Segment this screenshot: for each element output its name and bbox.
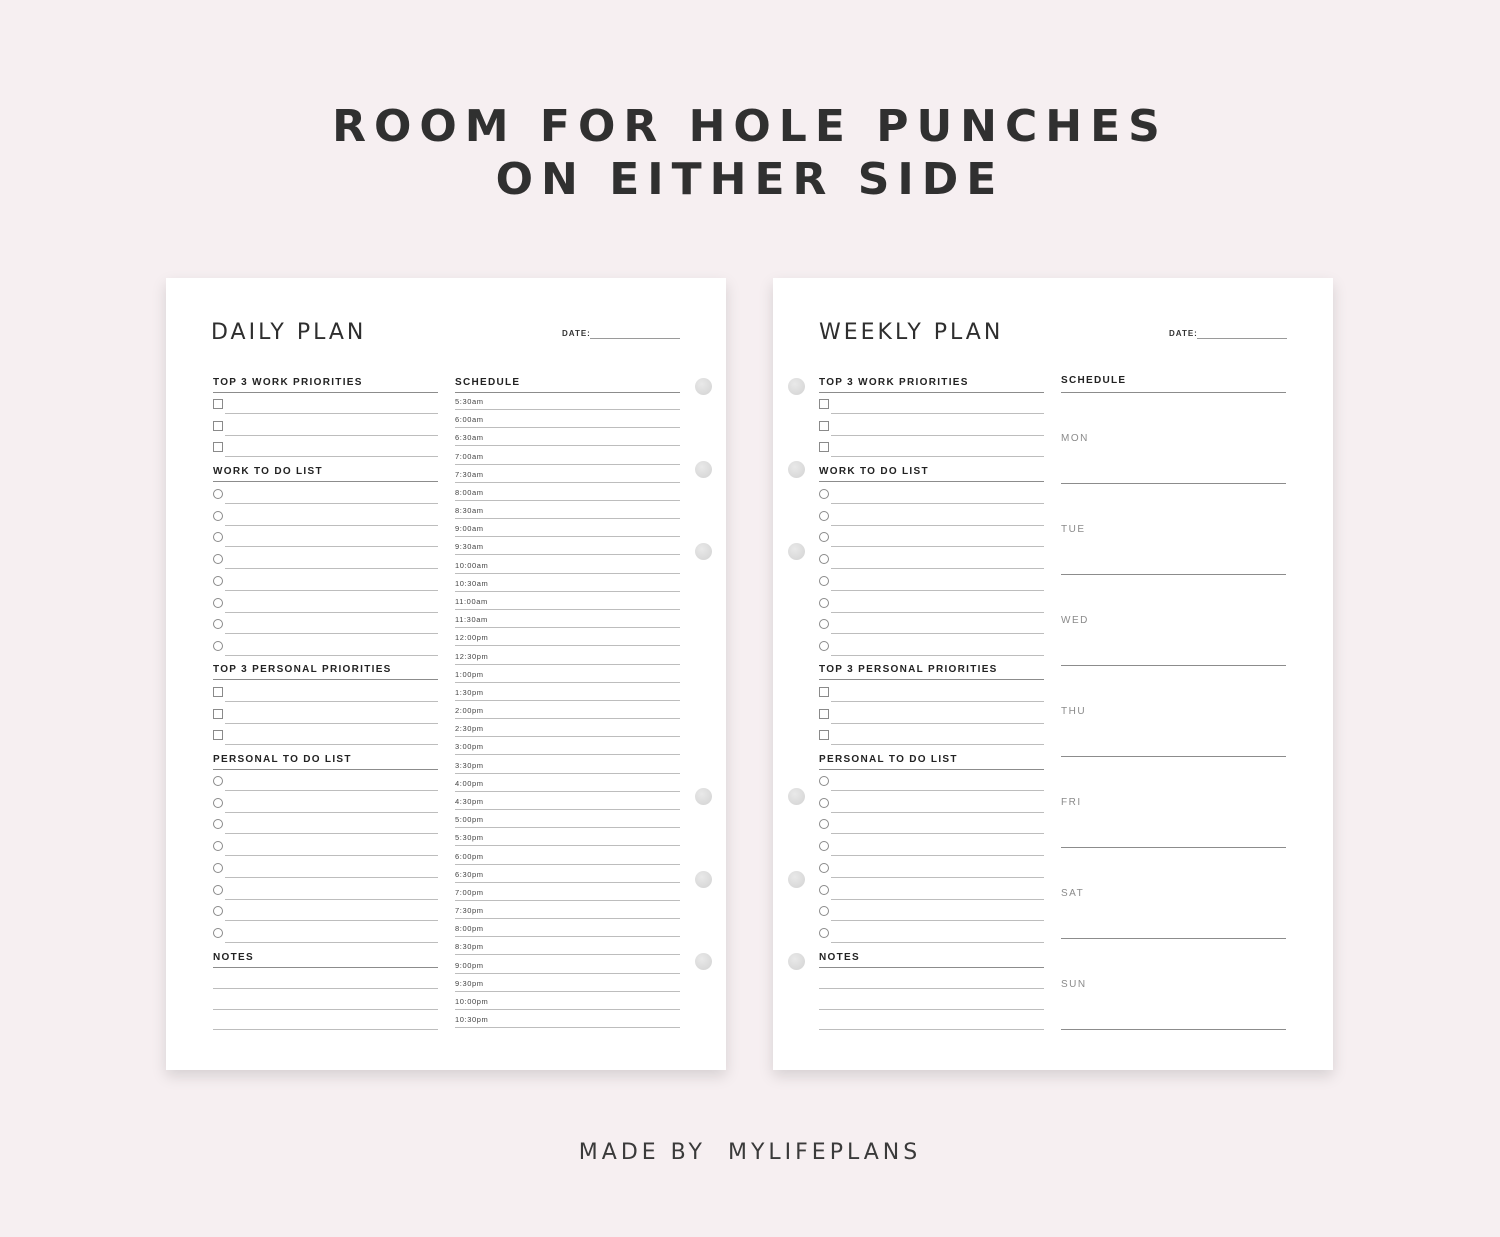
punch-hole bbox=[695, 871, 712, 888]
schedule-line[interactable] bbox=[455, 409, 680, 410]
list-line[interactable] bbox=[831, 920, 1044, 921]
schedule-time-label: 6:00am bbox=[455, 415, 484, 425]
todo-circle[interactable] bbox=[819, 776, 829, 786]
todo-circle[interactable] bbox=[819, 885, 829, 895]
weekday-label-sun: SUN bbox=[1061, 979, 1087, 990]
list-line[interactable] bbox=[831, 855, 1044, 856]
list-line[interactable] bbox=[225, 413, 438, 414]
schedule-time-label: 1:30pm bbox=[455, 687, 484, 697]
schedule-time-label: 8:00am bbox=[455, 487, 484, 497]
list-line[interactable] bbox=[225, 655, 438, 656]
schedule-line[interactable] bbox=[455, 591, 680, 592]
schedule-time-label: 7:00pm bbox=[455, 887, 484, 897]
list-line[interactable] bbox=[225, 568, 438, 569]
daily-schedule-heading: SCHEDULE bbox=[455, 377, 521, 388]
list-line[interactable] bbox=[831, 456, 1044, 457]
list-line[interactable] bbox=[225, 877, 438, 878]
schedule-time-label: 2:00pm bbox=[455, 706, 484, 716]
weekday-line[interactable] bbox=[1061, 847, 1286, 848]
list-line[interactable] bbox=[831, 525, 1044, 526]
schedule-time-label: 9:30am bbox=[455, 542, 484, 552]
list-line[interactable] bbox=[831, 612, 1044, 613]
todo-circle[interactable] bbox=[819, 863, 829, 873]
list-line[interactable] bbox=[831, 546, 1044, 547]
weekly-plan-title: WEEKLY PLAN bbox=[819, 320, 1004, 345]
section-heading-rule bbox=[213, 679, 438, 680]
priority-checkbox[interactable] bbox=[213, 687, 223, 697]
todo-circle[interactable] bbox=[213, 798, 223, 808]
list-line[interactable] bbox=[831, 590, 1044, 591]
list-line[interactable] bbox=[225, 612, 438, 613]
list-line[interactable] bbox=[225, 744, 438, 745]
schedule-line[interactable] bbox=[455, 700, 680, 701]
priority-checkbox[interactable] bbox=[213, 709, 223, 719]
schedule-time-label: 5:30pm bbox=[455, 833, 484, 843]
list-line[interactable] bbox=[225, 525, 438, 526]
punch-hole bbox=[788, 543, 805, 560]
weekday-label-tue: TUE bbox=[1061, 524, 1086, 535]
list-line[interactable] bbox=[831, 942, 1044, 943]
daily-top3-personal-heading: TOP 3 PERSONAL PRIORITIES bbox=[213, 664, 392, 675]
notes-line[interactable] bbox=[819, 988, 1044, 989]
list-line[interactable] bbox=[831, 503, 1044, 504]
schedule-time-label: 5:30am bbox=[455, 397, 484, 406]
schedule-line[interactable] bbox=[455, 936, 680, 937]
schedule-time-label: 5:00pm bbox=[455, 815, 484, 825]
list-line[interactable] bbox=[225, 899, 438, 900]
list-line[interactable] bbox=[225, 942, 438, 943]
schedule-time-label: 4:30pm bbox=[455, 796, 484, 806]
priority-checkbox[interactable] bbox=[213, 421, 223, 431]
todo-circle[interactable] bbox=[213, 928, 223, 938]
schedule-time-label: 12:00pm bbox=[455, 633, 489, 643]
punch-hole bbox=[788, 953, 805, 970]
schedule-time-label: 11:00am bbox=[455, 596, 488, 606]
schedule-time-label: 1:00pm bbox=[455, 669, 484, 679]
schedule-line[interactable] bbox=[455, 954, 680, 955]
headline-line-1: ROOM FOR HOLE PUNCHES bbox=[332, 101, 1168, 152]
weekday-label-fri: FRI bbox=[1061, 797, 1082, 808]
schedule-time-label: 3:00pm bbox=[455, 742, 484, 752]
schedule-line[interactable] bbox=[455, 991, 680, 992]
schedule-time-label: 9:30pm bbox=[455, 978, 484, 988]
schedule-line[interactable] bbox=[455, 882, 680, 883]
notes-line[interactable] bbox=[213, 1029, 438, 1030]
schedule-line[interactable] bbox=[455, 791, 680, 792]
todo-circle[interactable] bbox=[213, 489, 223, 499]
punch-hole bbox=[695, 543, 712, 560]
section-heading-rule bbox=[213, 392, 438, 393]
schedule-time-label: 11:30am bbox=[455, 615, 488, 625]
list-line[interactable] bbox=[831, 723, 1044, 724]
schedule-heading-rule bbox=[1061, 392, 1286, 393]
schedule-line[interactable] bbox=[455, 1009, 680, 1010]
list-line[interactable] bbox=[225, 855, 438, 856]
weekly-schedule-heading: SCHEDULE bbox=[1061, 375, 1127, 386]
weekday-line[interactable] bbox=[1061, 483, 1286, 484]
schedule-line[interactable] bbox=[455, 427, 680, 428]
footer-brand: MYLIFEPLANS bbox=[727, 1140, 922, 1165]
schedule-time-label: 3:30pm bbox=[455, 760, 484, 770]
priority-checkbox[interactable] bbox=[819, 421, 829, 431]
daily-date-label: DATE: bbox=[562, 329, 591, 338]
schedule-line[interactable] bbox=[455, 900, 680, 901]
list-line[interactable] bbox=[831, 877, 1044, 878]
priority-checkbox[interactable] bbox=[819, 399, 829, 409]
weekly-personal-todo-heading: PERSONAL TO DO LIST bbox=[819, 754, 958, 765]
notes-line[interactable] bbox=[213, 1009, 438, 1010]
weekly-work-todo-heading: WORK TO DO LIST bbox=[819, 466, 929, 477]
list-line[interactable] bbox=[831, 790, 1044, 791]
weekday-line[interactable] bbox=[1061, 756, 1286, 757]
list-line[interactable] bbox=[225, 435, 438, 436]
priority-checkbox[interactable] bbox=[213, 399, 223, 409]
priority-checkbox[interactable] bbox=[819, 442, 829, 452]
notes-line[interactable] bbox=[819, 1009, 1044, 1010]
schedule-line[interactable] bbox=[455, 718, 680, 719]
weekday-line[interactable] bbox=[1061, 574, 1286, 575]
punch-hole bbox=[695, 953, 712, 970]
footer bbox=[0, 1140, 1500, 1165]
schedule-line[interactable] bbox=[455, 845, 680, 846]
schedule-time-label: 8:30pm bbox=[455, 942, 484, 952]
headline bbox=[0, 100, 1500, 206]
schedule-line[interactable] bbox=[455, 918, 680, 919]
schedule-time-label: 7:00am bbox=[455, 451, 484, 461]
notes-line[interactable] bbox=[819, 1029, 1044, 1030]
weekday-label-thu: THU bbox=[1061, 706, 1087, 717]
todo-circle[interactable] bbox=[819, 489, 829, 499]
weekday-line[interactable] bbox=[1061, 665, 1286, 666]
schedule-line[interactable] bbox=[455, 973, 680, 974]
schedule-time-label: 6:30pm bbox=[455, 869, 484, 879]
schedule-line[interactable] bbox=[455, 573, 680, 574]
weekly-top3-work-heading: TOP 3 WORK PRIORITIES bbox=[819, 377, 969, 388]
section-heading-rule bbox=[819, 481, 1044, 482]
weekday-label-mon: MON bbox=[1061, 433, 1089, 444]
schedule-line[interactable] bbox=[455, 736, 680, 737]
section-heading-rule bbox=[819, 769, 1044, 770]
schedule-time-label: 2:30pm bbox=[455, 724, 484, 734]
footer-made-by: MADE BY bbox=[578, 1140, 706, 1165]
notes-line[interactable] bbox=[213, 988, 438, 989]
schedule-line[interactable] bbox=[455, 754, 680, 755]
list-line[interactable] bbox=[831, 568, 1044, 569]
list-line[interactable] bbox=[225, 812, 438, 813]
daily-top3-work-heading: TOP 3 WORK PRIORITIES bbox=[213, 377, 363, 388]
schedule-line[interactable] bbox=[455, 627, 680, 628]
section-heading-rule bbox=[819, 392, 1044, 393]
schedule-time-label: 10:00pm bbox=[455, 996, 489, 1006]
punch-hole bbox=[788, 788, 805, 805]
section-heading-rule bbox=[213, 967, 438, 968]
schedule-line[interactable] bbox=[455, 645, 680, 646]
schedule-time-label: 12:30pm bbox=[455, 651, 489, 661]
todo-circle[interactable] bbox=[819, 576, 829, 586]
todo-circle[interactable] bbox=[819, 511, 829, 521]
weekly-date-label: DATE: bbox=[1169, 329, 1198, 338]
punch-hole bbox=[695, 788, 712, 805]
daily-date-line[interactable] bbox=[590, 338, 680, 339]
schedule-line[interactable] bbox=[455, 518, 680, 519]
punch-hole bbox=[788, 378, 805, 395]
todo-circle[interactable] bbox=[819, 928, 829, 938]
section-heading-rule bbox=[213, 769, 438, 770]
schedule-line[interactable] bbox=[455, 864, 680, 865]
schedule-time-label: 9:00am bbox=[455, 524, 484, 534]
todo-circle[interactable] bbox=[819, 598, 829, 608]
list-line[interactable] bbox=[831, 812, 1044, 813]
punch-hole bbox=[788, 871, 805, 888]
list-line[interactable] bbox=[831, 633, 1044, 634]
punch-hole bbox=[788, 461, 805, 478]
priority-checkbox[interactable] bbox=[819, 709, 829, 719]
schedule-line[interactable] bbox=[455, 464, 680, 465]
schedule-heading-rule bbox=[455, 392, 680, 393]
weekday-line[interactable] bbox=[1061, 938, 1286, 939]
priority-checkbox[interactable] bbox=[213, 442, 223, 452]
schedule-line[interactable] bbox=[455, 482, 680, 483]
schedule-time-label: 10:30am bbox=[455, 578, 489, 588]
weekday-label-sat: SAT bbox=[1061, 888, 1085, 899]
headline-line-2: ON EITHER SIDE bbox=[495, 154, 1005, 205]
weekday-label-wed: WED bbox=[1061, 615, 1089, 626]
schedule-time-label: 9:00pm bbox=[455, 960, 484, 970]
list-line[interactable] bbox=[225, 701, 438, 702]
weekday-line[interactable] bbox=[1061, 1029, 1286, 1030]
schedule-line[interactable] bbox=[455, 664, 680, 665]
priority-checkbox[interactable] bbox=[213, 730, 223, 740]
list-line[interactable] bbox=[831, 701, 1044, 702]
weekly-date-line[interactable] bbox=[1197, 338, 1287, 339]
list-line[interactable] bbox=[831, 413, 1044, 414]
schedule-time-label: 10:30pm bbox=[455, 1015, 489, 1025]
todo-circle[interactable] bbox=[213, 576, 223, 586]
list-line[interactable] bbox=[225, 633, 438, 634]
todo-circle[interactable] bbox=[819, 798, 829, 808]
schedule-time-label: 8:30am bbox=[455, 506, 484, 516]
todo-circle[interactable] bbox=[819, 641, 829, 651]
schedule-line[interactable] bbox=[455, 773, 680, 774]
todo-circle[interactable] bbox=[213, 511, 223, 521]
punch-hole bbox=[695, 461, 712, 478]
schedule-line[interactable] bbox=[455, 536, 680, 537]
punch-hole bbox=[695, 378, 712, 395]
list-line[interactable] bbox=[831, 435, 1044, 436]
schedule-line[interactable] bbox=[455, 1027, 680, 1028]
list-line[interactable] bbox=[831, 833, 1044, 834]
schedule-time-label: 4:00pm bbox=[455, 778, 484, 788]
daily-notes-heading: NOTES bbox=[213, 952, 254, 963]
list-line[interactable] bbox=[831, 655, 1044, 656]
schedule-time-label: 7:30pm bbox=[455, 906, 484, 916]
weekly-notes-heading: NOTES bbox=[819, 952, 860, 963]
schedule-time-label: 10:00am bbox=[455, 560, 489, 570]
schedule-line[interactable] bbox=[455, 445, 680, 446]
daily-personal-todo-heading: PERSONAL TO DO LIST bbox=[213, 754, 352, 765]
section-heading-rule bbox=[213, 481, 438, 482]
schedule-time-label: 7:30am bbox=[455, 469, 484, 479]
priority-checkbox[interactable] bbox=[819, 687, 829, 697]
todo-circle[interactable] bbox=[213, 598, 223, 608]
todo-circle[interactable] bbox=[213, 863, 223, 873]
list-line[interactable] bbox=[225, 920, 438, 921]
list-line[interactable] bbox=[225, 590, 438, 591]
schedule-time-label: 6:30am bbox=[455, 433, 484, 443]
list-line[interactable] bbox=[225, 723, 438, 724]
schedule-time-label: 8:00pm bbox=[455, 924, 484, 934]
daily-work-todo-heading: WORK TO DO LIST bbox=[213, 466, 323, 477]
schedule-line[interactable] bbox=[455, 827, 680, 828]
list-line[interactable] bbox=[225, 456, 438, 457]
list-line[interactable] bbox=[831, 899, 1044, 900]
schedule-line[interactable] bbox=[455, 809, 680, 810]
todo-circle[interactable] bbox=[213, 776, 223, 786]
list-line[interactable] bbox=[225, 833, 438, 834]
weekly-top3-personal-heading: TOP 3 PERSONAL PRIORITIES bbox=[819, 664, 998, 675]
section-heading-rule bbox=[819, 967, 1044, 968]
daily-plan-title: DAILY PLAN bbox=[211, 320, 367, 345]
list-line[interactable] bbox=[225, 790, 438, 791]
priority-checkbox[interactable] bbox=[819, 730, 829, 740]
todo-circle[interactable] bbox=[213, 885, 223, 895]
list-line[interactable] bbox=[225, 503, 438, 504]
list-line[interactable] bbox=[831, 744, 1044, 745]
todo-circle[interactable] bbox=[213, 641, 223, 651]
schedule-line[interactable] bbox=[455, 609, 680, 610]
list-line[interactable] bbox=[225, 546, 438, 547]
schedule-line[interactable] bbox=[455, 682, 680, 683]
schedule-line[interactable] bbox=[455, 500, 680, 501]
section-heading-rule bbox=[819, 679, 1044, 680]
schedule-line[interactable] bbox=[455, 554, 680, 555]
schedule-time-label: 6:00pm bbox=[455, 851, 484, 861]
